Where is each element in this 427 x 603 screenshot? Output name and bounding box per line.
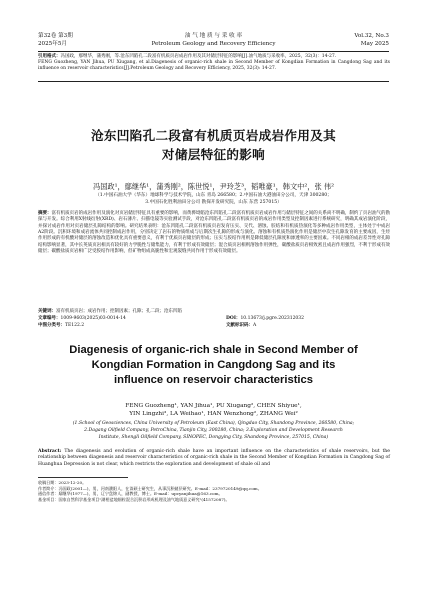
affiliations-cn-line-2: 3.中国石化胜利油田分公司 勘探开发研究院，山东 东营 257015） — [145, 200, 282, 205]
citation-label: 引用格式： — [38, 54, 61, 59]
volume-issue-en: Vol.32, No.3 — [354, 33, 389, 39]
abstract-en-label: Abstract: — [38, 449, 62, 454]
title-en-line-1: Diagenesis of organic-rich shale in Second Member of — [69, 344, 358, 356]
title-cn-line-2: 对储层特征的影响 — [161, 147, 266, 162]
article-id-label: 文章编号： — [38, 316, 61, 321]
doi-value: 10.13673/j.pgre.202312032 — [240, 316, 305, 321]
affiliations-en-line-2: 2.Dagang Oilfield Company, PetroChina, Tianjin City, 300280, China; 3.Exploration and Development Research — [84, 428, 343, 433]
footnote-corresponding: 通信作者：鄢继华(1977—)，男，辽宁盘锦人，副教授，博士。E-mail：upcyanjihua@163.com。 — [38, 491, 223, 497]
clc-label: 中图分类号： — [38, 323, 65, 328]
title-en-line-2: Kongdian Formation in Cangdong Sag and its — [91, 359, 336, 371]
article-id-value: 1009-9603(2025)03-0014-14 — [60, 316, 126, 321]
clc-value: TE122.2 — [65, 323, 85, 328]
header-rule — [38, 51, 389, 52]
volume-issue-cn: 第32卷 第3期 — [38, 33, 73, 39]
doc-code-value: A — [253, 323, 257, 328]
keywords-cn — [38, 309, 390, 315]
doc-code-label: 文献标识码： — [226, 323, 253, 328]
abstract-cn-text: 富有机质页岩的成岩作用及演化对页岩储层特征具有重要的影响，而黄骅坳陷沧东凹陷孔二段富有机质页岩成岩作用与储层特征之间的关系尚不明确，制约了页岩油气的勘探与开发。综合利用X射线衍射(XRD)、岩石薄片、扫描电镜等实验测试手段，对沧东凹陷孔二段富有机质页岩的成岩作用类型及控制因素进行系统研究，明确其成岩演化阶段，并探讨成岩作用对页岩储层孔隙结构的影响。研究结果表明：沧东凹陷孔二段富有机质页岩发育压实、交代、溶蚀、胶结和有机质热演化等多种成岩作用类型，主体处于中成岩A2阶段。沉积环境和成岩流体共同控制成岩作用，分别决定了岩石的物质组成与后期次生孔隙的形成与演化。溶蚀和有机质热演化作用是储层中次生孔隙发育的主要成因，生烃作用形成的有机酸对储层的溶蚀改造和优化具有重要意义，有利于优质页岩储层的形成；压实与胶结作用则是降低储层孔隙度和渗透率的主要因素。不同岩相的成岩差异性对孔隙结构影响显著，其中长英质页岩相具有较好的力学脆性与储集能力，有利于形成有效储层；混合质页岩相则溶蚀作用弹性，碳酸盐质页岩相致密且成岩作用强烈，不利于形成有效储层；碳酸盐质页岩相广泛受胶结作用影响，但矿物组成高脆性和宏观裂缝共同作用于形成有效储层。 — [38, 211, 391, 255]
journal-name-en: Petroleum Geology and Recovery Efficiency — [151, 41, 276, 47]
abstract-cn-label: 摘要： — [38, 211, 52, 216]
footnote-received: 收稿日期：2023-12-20。 — [38, 480, 87, 485]
abstract-en — [38, 449, 390, 468]
title-en-line-3: influence on reservoir characteristics — [114, 374, 313, 386]
journal-name-cn: 油 气 地 质 与 采 收 率 — [184, 33, 243, 39]
title-cn-line-1: 沧东凹陷孔二段富有机质页岩成岩作用及其 — [91, 128, 336, 143]
citation-en: FENG Guozheng, YAN Jihua, PU Xiugang, et al.Diagenesis of organic-rich shale in Second Member of Kongdian Formation in Cangdong Sag and its influence on reservoir characteristics[J].Petroleum Geology and Recovery Efficiency, 2025, 32(3): 14-27. — [38, 60, 390, 72]
affiliations-en-line-1: (1.School of Geosciences, China University of Petroleum (East China), Qingdao City, Shandong Province, 266580, China; — [72, 421, 355, 426]
date-en: May 2025 — [360, 41, 389, 47]
citation-block — [38, 54, 390, 72]
affiliations-en-line-3: Institute, Shengli Oilfield Company, SINOPEC, Dongying City, Shandong Province, 257015, China) — [98, 435, 329, 440]
affiliations-cn-line-1: （1.中国石油大学（华东）地球科学与技术学院，山东 青岛 266580；2.中国石油大港油田分公司，天津 300280； — [95, 193, 332, 198]
citation-text-cn: 冯国政，鄢继华，蒲秀刚，等.沧东凹陷孔二段富有机质页岩成岩作用及其对储层特征的影响[J].油气地质与采收率，2025，32(3)：14-27. — [60, 54, 337, 59]
keywords-cn-label: 关键词： — [38, 309, 56, 314]
doi-label: DOI： — [226, 316, 241, 321]
authors-en-line-2: YIN Lingzhi³, LA Weihao¹, HAN Wenzhong², ZHANG Wei² — [129, 411, 298, 417]
footnote-fund: 基金项目：国家自然科学基金项目"湖相盆地细粒混合沉积岩形成机理及油气地质意义研究"(41572087)。 — [38, 497, 230, 503]
clc-number — [38, 323, 84, 329]
footnotes — [38, 480, 390, 503]
keywords-cn-text: 富有机质页岩；成岩作用；控制因素；孔隙；孔二段；沧东凹陷 — [56, 309, 182, 314]
authors-cn: 冯国政¹，鄢继华¹，蒲秀刚²，陈世悦¹，尹玲芝³，韬唯豪¹，韩文中²，张 伟² — [93, 182, 334, 191]
authors-en-line-1: FENG Guozheng¹, YAN Jihua¹, PU Xiugang², CHEN Shiyue¹, — [125, 403, 302, 409]
article-doi — [226, 316, 304, 322]
footnote-first-author: 作者简介：冯国政(2001—)，男，河南濮阳人，在读硕士研究生，从事沉积储层研究。E-mail：2379720149@qq.com。 — [38, 485, 262, 491]
footnote-rule — [38, 477, 128, 478]
doc-code — [226, 323, 256, 329]
article-id — [38, 316, 126, 322]
date-cn: 2025年5月 — [38, 41, 67, 47]
abstract-cn — [38, 211, 390, 255]
abstract-en-text: The diagenesis and evolution of organic-rich shale have an important influence on the characteristics of shale reservoirs, but the relationship between diagenesis and reservoir characteristics of organic-rich shale in the Second Member of Kongdian Formation in Cangdong Sag of Huanghua Depression is not clear, which restricts the exploration and development of shale oil and — [38, 449, 390, 467]
citation-rule — [38, 81, 389, 82]
